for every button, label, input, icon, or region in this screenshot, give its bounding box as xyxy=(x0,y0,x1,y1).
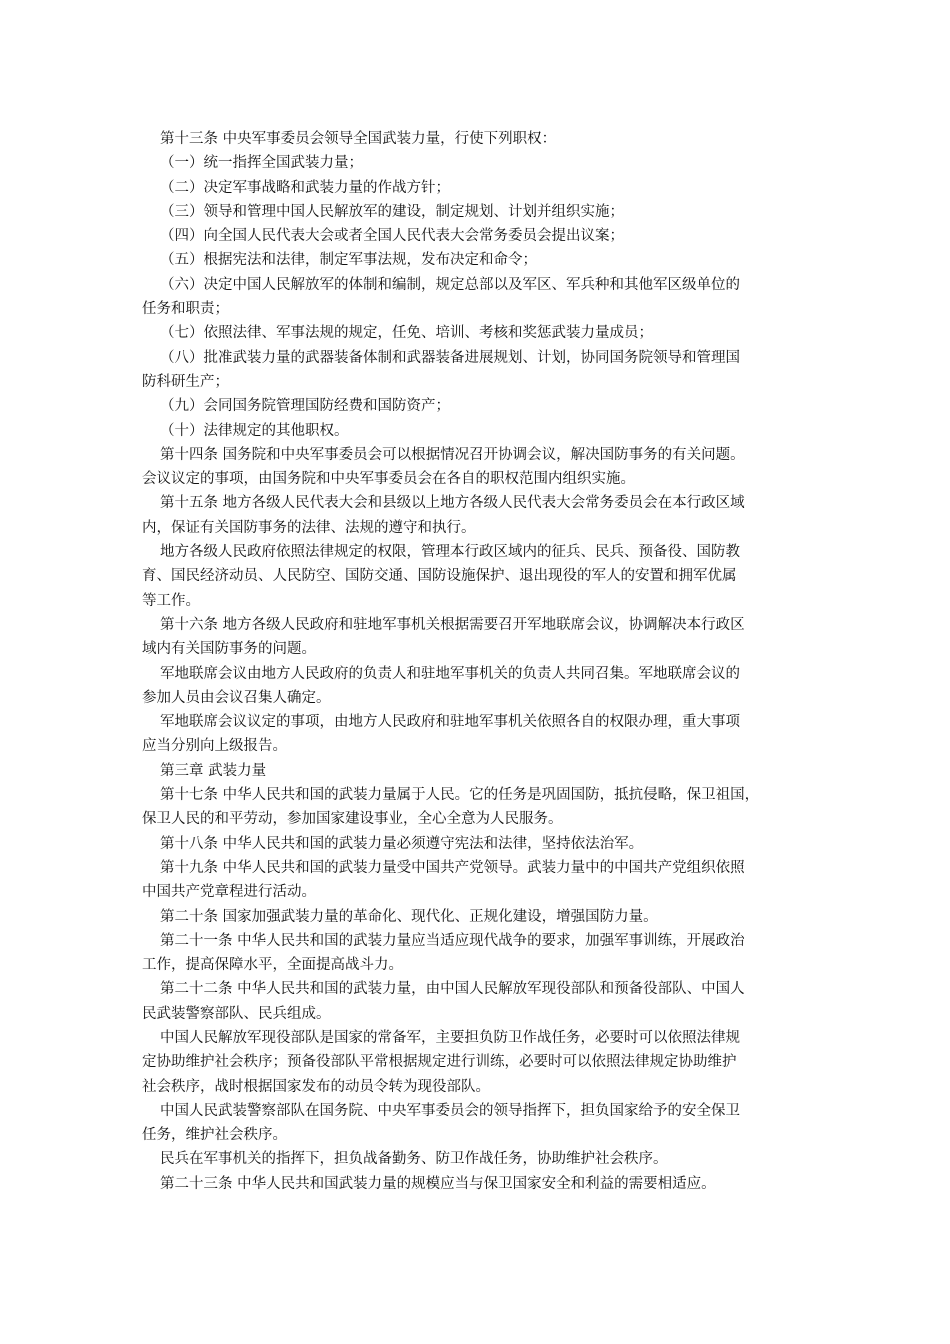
document-body xyxy=(142,127,812,1196)
article-13-item-7: （七）依照法律、军事法规的规定，任免、培训、考核和奖惩武装力量成员； xyxy=(160,325,653,342)
article-15-cont: 内，保证有关国防事务的法律、法规的遵守和执行。 xyxy=(142,519,476,536)
article-13-item-4: （四）向全国人民代表大会或者全国人民代表大会常务委员会提出议案； xyxy=(160,228,624,245)
article-13-item-6: （六）决定中国人民解放军的体制和编制，规定总部以及军区、军兵种和其他军区级单位的 xyxy=(160,276,740,293)
article-14-cont: 会议议定的事项，由国务院和中央军事委员会在各自的职权范围内组织实施。 xyxy=(142,471,635,488)
article-13-item-6-cont: 任务和职责； xyxy=(142,301,229,318)
article-22-para-3: 中国人民武装警察部队在国务院、中央军事委员会的领导指挥下，担负国家给予的安全保卫 xyxy=(160,1102,740,1119)
article-21: 第二十一条 中华人民共和国的武装力量应当适应现代战争的要求，加强军事训练，开展政治 xyxy=(160,932,745,949)
article-19-cont: 中国共产党章程进行活动。 xyxy=(142,884,316,901)
article-13-item-3: （三）领导和管理中国人民解放军的建设，制定规划、计划并组织实施； xyxy=(160,203,624,220)
article-19: 第十九条 中华人民共和国的武装力量受中国共产党领导。武装力量中的中国共产党组织依照 xyxy=(160,859,745,876)
article-15-para-2: 地方各级人民政府依照法律规定的权限，管理本行政区域内的征兵、民兵、预备役、国防教 xyxy=(160,544,740,561)
article-22-para-2-cont-1: 定协助维护社会秩序；预备役部队平常根据规定进行训练，必要时可以依照法律规定协助维护 xyxy=(142,1054,737,1071)
article-13-heading: 第十三条 中央军事委员会领导全国武装力量，行使下列职权： xyxy=(160,131,557,147)
article-17: 第十七条 中华人民共和国的武装力量属于人民。它的任务是巩固国防，抵抗侵略，保卫祖国， xyxy=(160,787,760,804)
article-13-item-2: （二）决定军事战略和武装力量的作战方针； xyxy=(160,179,450,196)
article-22-cont: 民武装警察部队、民兵组成。 xyxy=(142,1005,331,1022)
article-16-cont: 域内有关国防事务的问题。 xyxy=(142,641,316,658)
article-18: 第十八条 中华人民共和国的武装力量必须遵守宪法和法律，坚持依法治军。 xyxy=(160,835,644,852)
article-16-para-3-cont: 应当分别向上级报告。 xyxy=(142,738,287,755)
article-16-para-2-cont: 参加人员由会议召集人确定。 xyxy=(142,689,331,706)
article-14: 第十四条 国务院和中央军事委员会可以根据情况召开协调会议，解决国防事务的有关问题。 xyxy=(160,446,745,463)
article-15-para-2-cont-2: 等工作。 xyxy=(142,592,200,609)
article-17-cont: 保卫人民的和平劳动，参加国家建设事业，全心全意为人民服务。 xyxy=(142,811,563,828)
article-16: 第十六条 地方各级人民政府和驻地军事机关根据需要召开军地联席会议，协调解决本行政区 xyxy=(160,616,745,633)
article-13-item-9: （九）会同国务院管理国防经费和国防资产； xyxy=(160,398,450,415)
article-13-item-10: （十）法律规定的其他职权。 xyxy=(160,422,349,439)
article-16-para-3: 军地联席会议议定的事项，由地方人民政府和驻地军事机关依照各自的权限办理，重大事项 xyxy=(160,714,740,731)
article-21-cont: 工作，提高保障水平，全面提高战斗力。 xyxy=(142,957,403,974)
article-13-item-8: （八）批准武装力量的武器装备体制和武器装备进展规划、计划，协同国务院领导和管理国 xyxy=(160,349,740,366)
article-13-item-8-cont: 防科研生产； xyxy=(142,373,229,390)
article-20: 第二十条 国家加强武装力量的革命化、现代化、正规化建设，增强国防力量。 xyxy=(160,908,658,925)
article-15-para-2-cont-1: 育、国民经济动员、人民防空、国防交通、国防设施保护、退出现役的军人的安置和拥军优属 xyxy=(142,568,737,585)
article-22-para-3-cont: 任务，维护社会秩序。 xyxy=(142,1127,287,1144)
article-15: 第十五条 地方各级人民代表大会和县级以上地方各级人民代表大会常务委员会在本行政区域 xyxy=(160,495,745,512)
article-23: 第二十三条 中华人民共和国武装力量的规模应当与保卫国家安全和利益的需要相适应。 xyxy=(160,1175,716,1192)
article-22: 第二十二条 中华人民共和国的武装力量，由中国人民解放军现役部队和预备役部队、中国人 xyxy=(160,981,745,998)
article-22-para-2: 中国人民解放军现役部队是国家的常备军，主要担负防卫作战任务，必要时可以依照法律规 xyxy=(160,1029,740,1046)
article-16-para-2: 军地联席会议由地方人民政府的负责人和驻地军事机关的负责人共同召集。军地联席会议的 xyxy=(160,665,740,682)
article-22-para-2-cont-2: 社会秩序，战时根据国家发布的动员令转为现役部队。 xyxy=(142,1078,490,1095)
article-13-item-5: （五）根据宪法和法律，制定军事法规，发布决定和命令； xyxy=(160,252,537,269)
chapter-3-heading: 第三章 武装力量 xyxy=(160,762,267,779)
article-13-item-1: （一）统一指挥全国武装力量； xyxy=(160,155,363,172)
article-22-para-4: 民兵在军事机关的指挥下，担负战备勤务、防卫作战任务，协助维护社会秩序。 xyxy=(160,1151,668,1168)
